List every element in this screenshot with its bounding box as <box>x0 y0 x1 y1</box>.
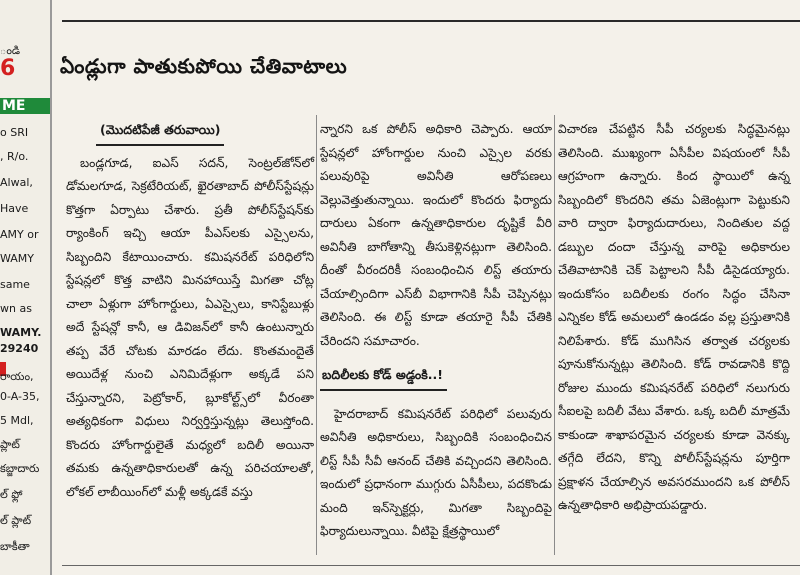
article-headline: ఏండ్లుగా పాతుకుపోయి చేతివాటాలు <box>60 54 348 78</box>
strip-line: 5 Mdl, <box>0 414 34 427</box>
column-divider <box>554 115 555 555</box>
strip-line: 29240 <box>0 342 39 355</box>
article-column-1 <box>66 118 314 504</box>
strip-line: ల్ ప్లాట్ <box>0 514 32 527</box>
strip-line: WAMY <box>0 252 35 265</box>
strip-line: o SRI <box>0 126 29 139</box>
strip-line: 0-A-35, <box>0 390 40 403</box>
column-3-text: విచారణ చేపట్టిన సీపీ చర్యలకు సిద్ధమైనట్లు తెలిసింది. ముఖ్యంగా ఏసీపీల విషయంలో సీపీ ఆగ్రహంగా ఉన్నారు. కింద స్థాయిలో ఉన్న సిబ్బందిలో కొందరిని తమ ఏజెంట్లుగా పెట్టుకుని వారి ద్వారా ఫిర్యాదుదారులు, నిందితుల వద్ద డబ్బుల దందా చేస్తున్న వారిపై అధికారుల చేతివాటానికి చెక్ పెట్టాలని సీపీ డిసైడయ్యారు. ఇందుకోసం బదిలీలకు రంగం సిద్ధం చేసినా ఎన్నికల కోడ్ అమలులో ఉండడం వల్ల ప్రస్తుతానికి నిలిపేశారు. కోడ్ ముగిసిన తర్వాత చర్యలకు పూనుకోనున్నట్లు తెలిసింది. కోడ్ రావడానికి కొద్ది రోజుల ముందు కమిషనరేట్ పరిధిలో నలుగురు సీఐలపై బదిలీ వేటు వేశారు. ఒక్క బదిలీ మాత్రమే కాకుండా శాఖాపరమైన చర్యలకు కూడా వెనక్కు తగ్గేది లేదని, కొన్ని పోలీస్‌స్టేషన్లను పూర్తిగా ప్రక్షాళన చేయాల్సిన అవసరముందని ఒక పోలీస్ ఉన్నతాధికారి అభిప్రాయపడ్డారు. <box>558 122 790 512</box>
column-divider <box>316 115 317 555</box>
continued-kicker: (మొదటిపేజీ తరువాయి) <box>96 118 224 146</box>
strip-line: , R/o. <box>0 150 29 163</box>
section-subhead: బదిలీలకు కోడ్ అడ్డంకి..! <box>320 363 447 391</box>
strip-green-label: ME <box>0 98 50 114</box>
strip-line: 6 <box>0 56 16 81</box>
strip-line: same <box>0 278 30 291</box>
column-2-text-b: హైదరాబాద్ కమిషనరేట్ పరిధిలో పలువురు అవినీతి అధికారులు, సిబ్బందికి సంబంధించిన లిస్ట్ సీపీ సీవీ ఆనంద్ చేతికి వచ్చిందని తెలిసింది. ఇందులో ప్రధానంగా ముగ్గురు ఏసీపీలు, పదకొండు మంది ఇన్‌స్పెక్టర్లు, మిగతా సిబ్బందిపై ఫిర్యాదులున్నాయి. వీటిపై క్షేత్రస్థాయిలో <box>320 406 552 538</box>
article-column-2 <box>320 118 552 544</box>
column-2-text-a: న్నారని ఒక పోలీస్ అధికారి చెప్పారు. ఆయా స్టేషన్లలో హోంగార్డుల నుంచి ఎస్సైల వరకు పలువురిపై అవినీతి ఆరోపణలు వెల్లువెత్తుతున్నాయి. ఇందులో కొందరు ఫిర్యాదు దారులు ఏకంగా ఉన్నతాధికారుల దృష్టికే వీరి అవినీతి బాగోతాన్ని తీసుకెళ్లినట్లుగా తెలిసింది. దీంతో వీరందరికీ సంబంధించిన లిస్ట్ తయారు చేయాల్సిందిగా ఎస్‌బీ విభాగానికి సీపీ చెప్పినట్లు తెలిసింది. ఈ లిస్ట్ కూడా తయారై సీపీ చేతికి చేరిందని సమాచారం. <box>320 122 552 348</box>
strip-line: ప్లాట్ <box>0 438 20 451</box>
strip-line: WAMY. <box>0 326 42 339</box>
strip-line: ండి <box>0 44 21 57</box>
column-1-text: బండ్లగూడ, ఐఎస్ సదన్, సెంట్రల్‌జోన్‌లో డోమలగూడ, సెక్రటేరియట్, ఖైరతాబాద్ పోలీస్‌స్టేషన్లు కొత్తగా ఏర్పాటు చేశారు. ప్రతీ పోలీస్‌స్టేషన్‌కు ర్యాంకింగ్ ఇచ్చి ఆయా పీఎస్‌లకు ఎస్సైలను, సిబ్బందిని కేటాయించారు. కమిషనరేట్ పరిధిలోని స్టేషన్లలో కొత్త వాటిని మినహాయిస్తే మిగతా చోట్ల చాలా ఏళ్లుగా హోంగార్డులు, ఏఎస్సైలు, కానిస్టేబుళ్లు అదే స్టేషన్లో కానీ, ఆ డివిజన్‌లో కానీ ఉంటున్నారు తప్ప వేరే చోటకు మారడం లేదు. కొంతమందైతే అయిదేళ్ల నుంచి ఎనిమిదేళ్లుగా అక్కడే పని చేస్తున్నారని, పెట్రోకార్, బ్లూకోల్ట్స్‌లో వీరంతా అత్యధికంగా విధులు నిర్వర్తిస్తున్నట్లు తెలుస్తోంది. కొందరు హోంగార్డులైతే మధ్యలో బదిలీ అయినా తమకు ఉన్నతాధికారులతో ఉన్న పరిచయాలతో, లోకల్ లాబీయింగ్‌లో మళ్లీ అక్కడకే వస్తు <box>66 155 314 499</box>
strip-line: కబ్జాదారు <box>0 462 40 475</box>
strip-line: Alwal, <box>0 176 33 189</box>
strip-line: Have <box>0 202 29 215</box>
adjacent-column-strip <box>0 0 52 575</box>
bottom-rule <box>62 565 800 566</box>
strip-line: ల్ ఫ్లో <box>0 488 23 501</box>
strip-line: రాయం, <box>0 370 34 383</box>
strip-line: AMY or <box>0 228 39 241</box>
top-rule <box>62 20 800 22</box>
strip-line: wn as <box>0 302 32 315</box>
strip-line: బాకీతా <box>0 540 30 553</box>
article-column-3 <box>558 118 790 518</box>
